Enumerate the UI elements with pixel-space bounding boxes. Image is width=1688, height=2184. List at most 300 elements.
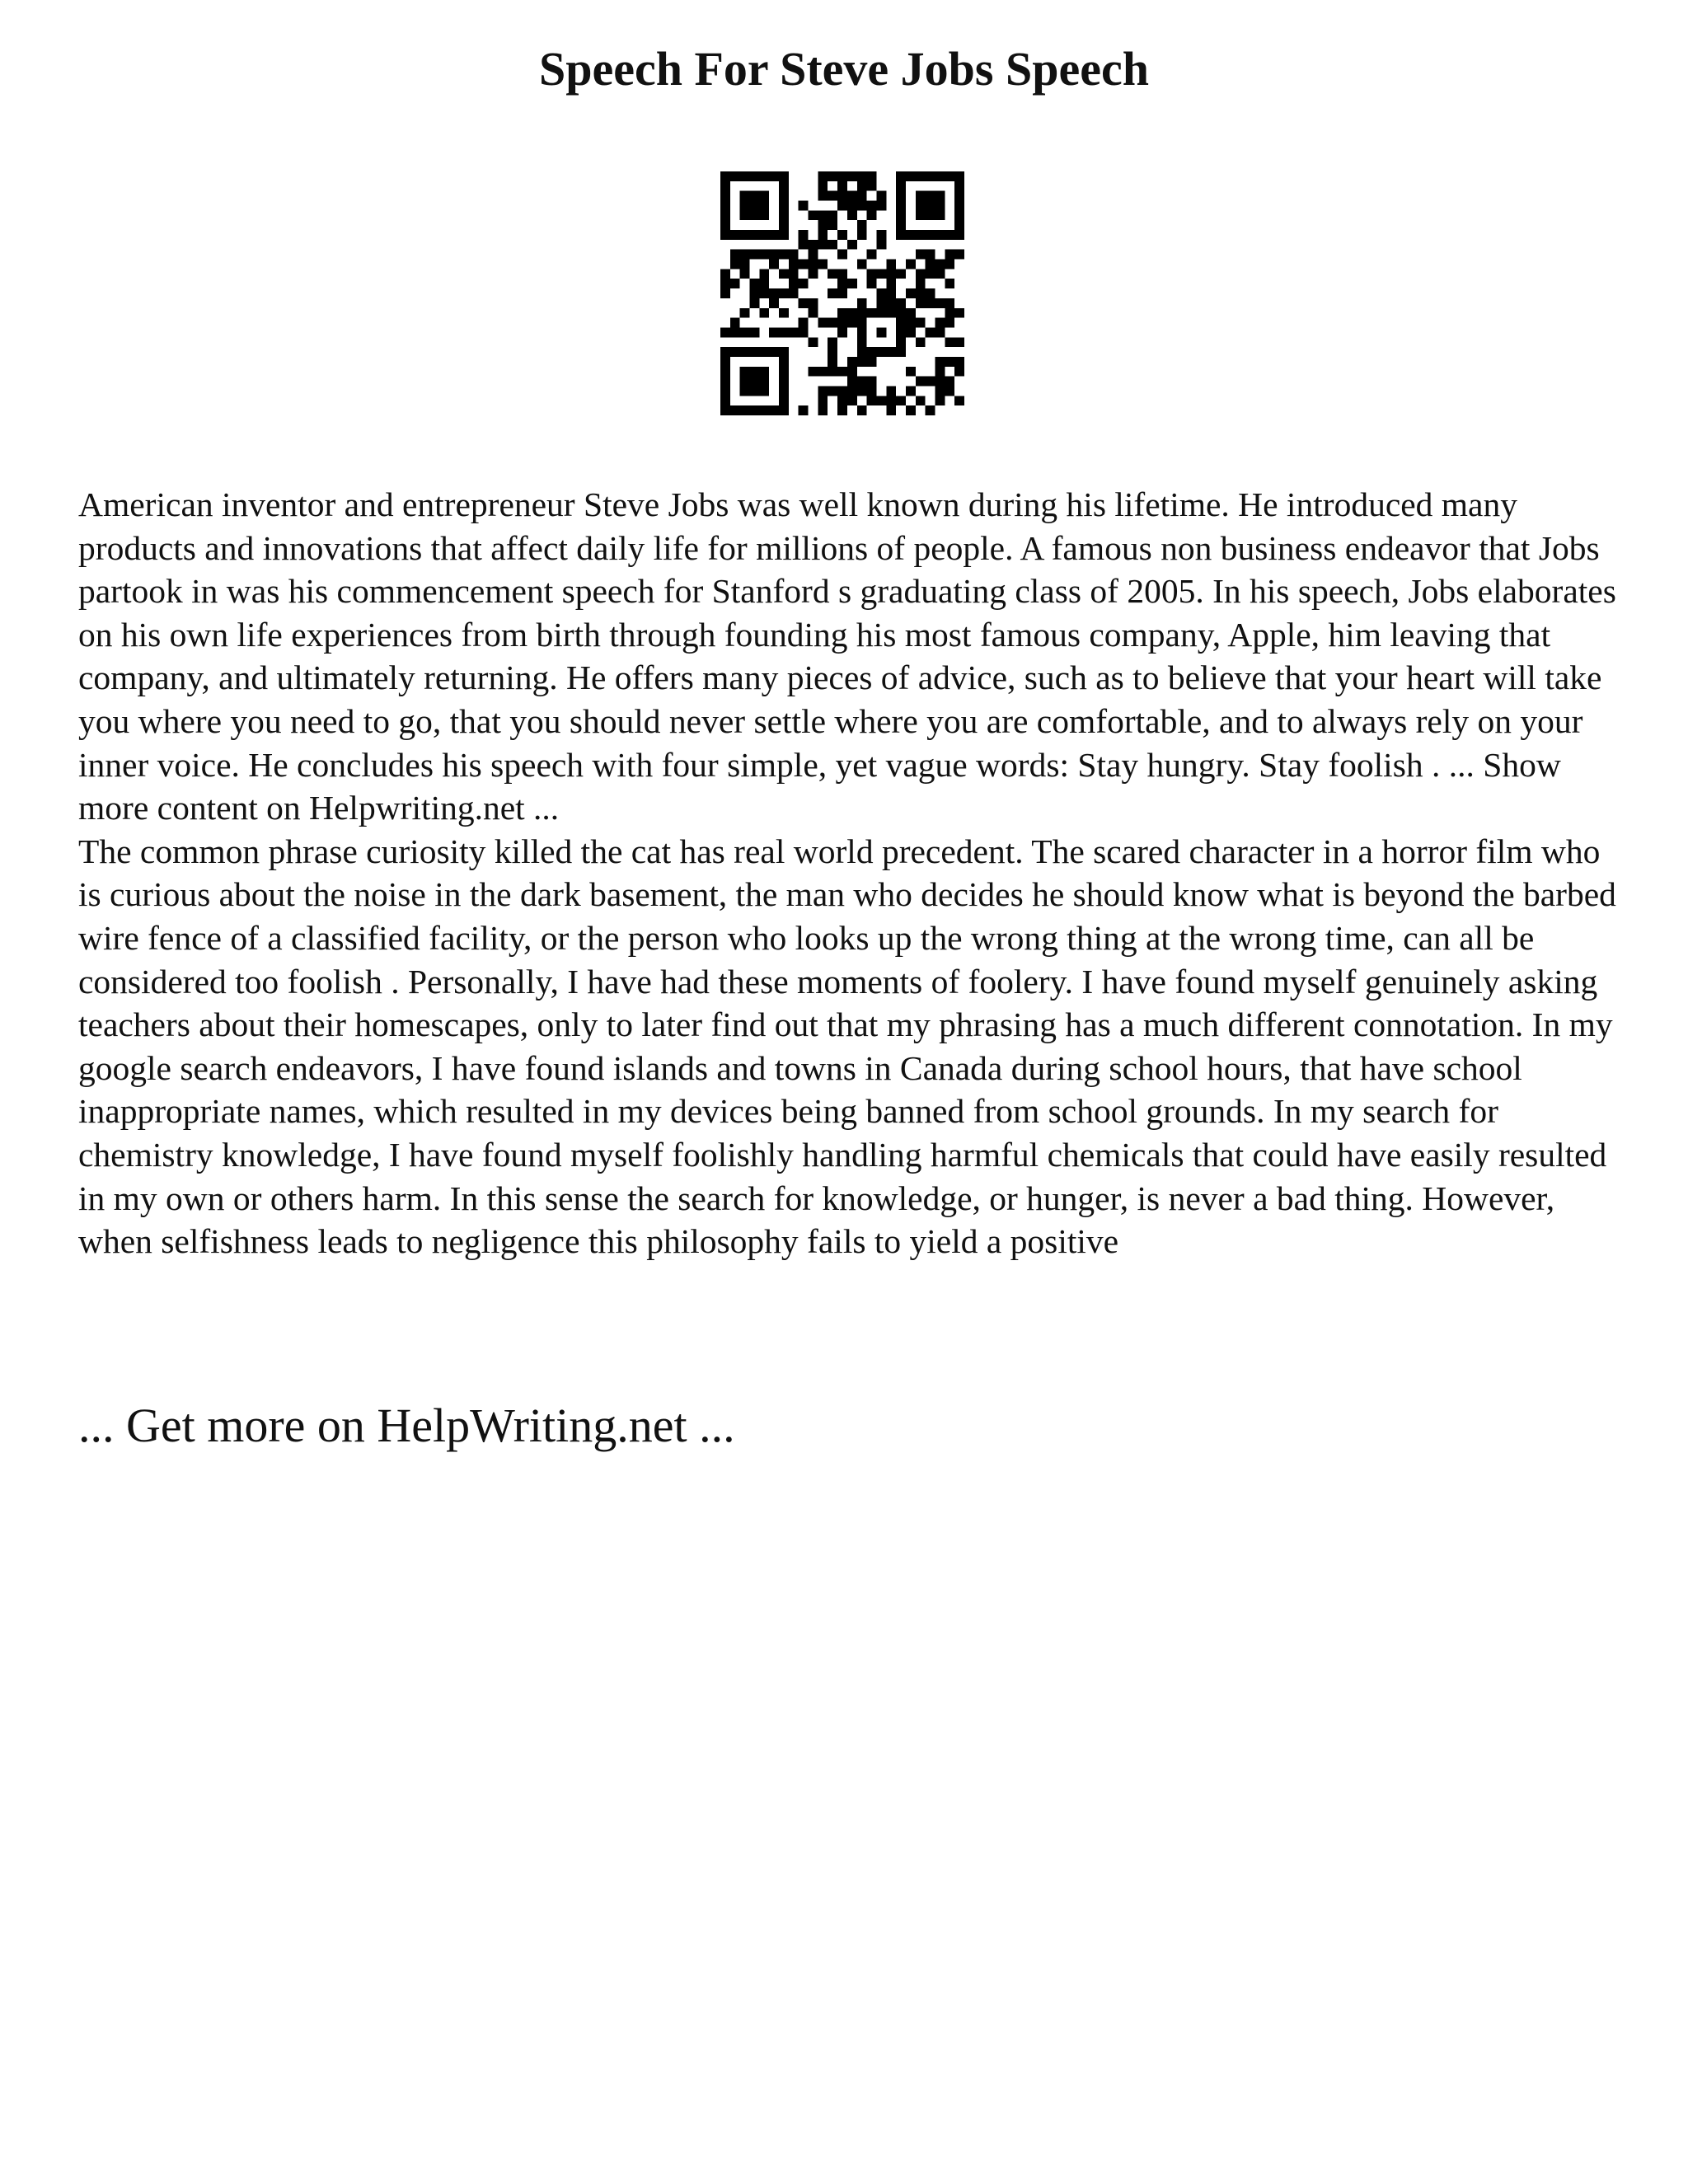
qr-module xyxy=(896,230,906,240)
qr-module xyxy=(720,201,730,211)
qr-module xyxy=(926,288,935,298)
qr-module xyxy=(837,191,847,201)
qr-module xyxy=(847,240,857,250)
qr-module xyxy=(779,220,789,230)
qr-module xyxy=(945,230,954,240)
qr-module xyxy=(896,191,906,201)
qr-module xyxy=(750,298,760,308)
qr-module xyxy=(740,327,750,337)
document-title: Speech For Steve Jobs Speech xyxy=(538,42,1149,96)
qr-module xyxy=(730,250,740,260)
qr-module xyxy=(740,308,750,318)
qr-module xyxy=(857,201,867,211)
qr-module xyxy=(935,377,945,387)
document-body xyxy=(78,483,1628,1263)
qr-module xyxy=(876,327,886,337)
qr-module xyxy=(896,396,906,405)
qr-module xyxy=(779,171,789,181)
qr-module xyxy=(954,220,964,230)
qr-module xyxy=(935,298,945,308)
qr-module xyxy=(799,298,809,308)
qr-module xyxy=(935,191,945,201)
qr-module xyxy=(954,367,964,377)
qr-module xyxy=(876,347,886,357)
qr-module xyxy=(759,269,769,279)
qr-module xyxy=(720,347,730,357)
qr-module xyxy=(935,230,945,240)
qr-module xyxy=(857,347,867,357)
qr-module xyxy=(896,210,906,220)
qr-module xyxy=(945,377,954,387)
qr-module xyxy=(740,201,750,211)
qr-module xyxy=(954,337,964,347)
qr-module xyxy=(818,171,828,181)
qr-module xyxy=(896,318,906,328)
qr-module xyxy=(954,191,964,201)
qr-module xyxy=(809,250,818,260)
qr-module xyxy=(935,386,945,396)
qr-module xyxy=(750,367,760,377)
qr-module xyxy=(935,357,945,367)
qr-module xyxy=(867,181,877,191)
qr-module xyxy=(896,181,906,191)
qr-module xyxy=(828,269,837,279)
qr-module xyxy=(945,298,954,308)
qr-module xyxy=(867,201,877,211)
qr-module xyxy=(789,279,799,288)
qr-module xyxy=(750,377,760,387)
qr-module xyxy=(759,288,769,298)
qr-module xyxy=(954,308,964,318)
qr-module xyxy=(945,337,954,347)
qr-module xyxy=(769,171,779,181)
qr-module xyxy=(916,377,926,387)
qr-module xyxy=(847,357,857,367)
qr-module xyxy=(720,191,730,201)
qr-module xyxy=(809,308,818,318)
qr-module xyxy=(779,230,789,240)
qr-module xyxy=(818,260,828,269)
qr-module xyxy=(876,269,886,279)
qr-module xyxy=(857,230,867,240)
qr-module xyxy=(759,279,769,288)
qr-module xyxy=(886,279,896,288)
qr-module xyxy=(769,250,779,260)
qr-module xyxy=(818,396,828,405)
qr-module xyxy=(896,347,906,357)
qr-module xyxy=(779,367,789,377)
qr-module xyxy=(779,288,789,298)
qr-module xyxy=(926,269,935,279)
qr-module xyxy=(720,396,730,405)
qr-module xyxy=(779,201,789,211)
qr-module xyxy=(886,405,896,415)
qr-module xyxy=(720,279,730,288)
qr-module xyxy=(779,210,789,220)
qr-module xyxy=(828,337,837,347)
qr-module xyxy=(769,327,779,337)
qr-module xyxy=(867,171,877,181)
qr-module xyxy=(730,347,740,357)
qr-module xyxy=(828,220,837,230)
qr-module xyxy=(954,181,964,191)
qr-module xyxy=(730,279,740,288)
qr-module xyxy=(837,308,847,318)
qr-module xyxy=(906,327,916,337)
qr-module xyxy=(916,396,926,405)
qr-module xyxy=(857,386,867,396)
qr-module xyxy=(779,308,789,318)
qr-module xyxy=(818,230,828,240)
qr-module xyxy=(837,405,847,415)
qr-module xyxy=(935,327,945,337)
qr-module xyxy=(720,181,730,191)
qr-module xyxy=(847,308,857,318)
qr-module xyxy=(886,396,896,405)
qr-module xyxy=(750,230,760,240)
qr-module xyxy=(720,405,730,415)
qr-module xyxy=(926,171,935,181)
qr-module xyxy=(809,298,818,308)
qr-module xyxy=(779,386,789,396)
qr-module xyxy=(867,347,877,357)
paragraph: American inventor and entrepreneur Steve Jobs was well known during his lifetime. He introduced many products and innovations that affect daily life for millions of people. A famous non business endeavor that Jobs partook in was his commencement speech for Stanford s graduating class of 2005. In his speech, Jobs elaborates on his own life experiences from birth through founding his most famous company, Apple, him leaving that company, and ultimately returning. He offers many pieces of advice, such as to believe that your heart will take you where you need to go, that you should never settle where you are comfortable, and to always rely on your inner voice. He concludes his speech with four simple, yet vague words: Stay hungry. Stay foolish . ... Show more content on Helpwriting.net ... xyxy=(78,485,1616,827)
qr-module xyxy=(720,386,730,396)
qr-module xyxy=(945,386,954,396)
qr-module xyxy=(896,220,906,230)
qr-module xyxy=(867,357,877,367)
qr-module xyxy=(857,308,867,318)
qr-module xyxy=(759,250,769,260)
qr-module xyxy=(720,357,730,367)
qr-module xyxy=(818,210,828,220)
qr-module xyxy=(740,210,750,220)
qr-module xyxy=(818,405,828,415)
qr-module xyxy=(906,288,916,298)
qr-module xyxy=(847,318,857,328)
qr-module xyxy=(740,377,750,387)
qr-module xyxy=(809,269,818,279)
qr-module xyxy=(876,298,886,308)
qr-module xyxy=(759,405,769,415)
qr-module xyxy=(759,308,769,318)
qr-module xyxy=(867,269,877,279)
qr-module xyxy=(886,298,896,308)
qr-module xyxy=(759,191,769,201)
qr-module xyxy=(828,191,837,201)
qr-module xyxy=(779,181,789,191)
qr-module xyxy=(837,181,847,191)
qr-module xyxy=(818,240,828,250)
qr-module xyxy=(896,298,906,308)
qr-module xyxy=(759,367,769,377)
qr-module xyxy=(769,405,779,415)
qr-module xyxy=(876,396,886,405)
qr-module xyxy=(779,377,789,387)
qr-module xyxy=(935,269,945,279)
qr-module xyxy=(886,347,896,357)
qr-module xyxy=(740,250,750,260)
qr-module xyxy=(896,171,906,181)
qr-module xyxy=(769,347,779,357)
qr-module xyxy=(935,201,945,211)
qr-module xyxy=(818,367,828,377)
qr-module xyxy=(818,220,828,230)
qr-module xyxy=(916,210,926,220)
qr-module xyxy=(769,288,779,298)
qr-module xyxy=(799,405,809,415)
qr-module xyxy=(847,367,857,377)
qr-module xyxy=(906,367,916,377)
qr-module xyxy=(886,308,896,318)
qr-module xyxy=(720,269,730,279)
qr-module xyxy=(809,337,818,347)
qr-module xyxy=(916,288,926,298)
qr-module xyxy=(896,327,906,337)
qr-module xyxy=(886,288,896,298)
qr-module xyxy=(886,260,896,269)
qr-module xyxy=(759,210,769,220)
qr-module xyxy=(720,230,730,240)
qr-module xyxy=(789,327,799,337)
qr-module xyxy=(916,230,926,240)
paragraph: The common phrase curiosity killed the cat has real world precedent. The scared character in a horror film who is curious about the noise in the dark basement, the man who decides he should know what is beyond the barbed wire fence of a classified facility, or the person who looks up the wrong thing at the wrong time, can all be considered too foolish . Personally, I have had these moments of foolery. I have found myself genuinely asking teachers about their homescapes, only to later find out that my phrasing has a much different connotation. In my google search endeavors, I have found islands and towns in Canada during school hours, that have school inappropriate names, which resulted in my devices being banned from school grounds. In my search for chemistry knowledge, I have found myself foolishly handling harmful chemicals that could have easily resulted in my own or others harm. In this sense the search for knowledge, or hunger, is never a bad thing. However, when selfishness leads to negligence this philosophy fails to yield a positive xyxy=(78,832,1616,1261)
qr-module xyxy=(818,191,828,201)
qr-module xyxy=(828,357,837,367)
qr-module xyxy=(740,367,750,377)
qr-module xyxy=(847,279,857,288)
qr-module xyxy=(837,250,847,260)
qr-module xyxy=(779,396,789,405)
qr-module xyxy=(837,201,847,211)
qr-module xyxy=(857,171,867,181)
qr-module xyxy=(779,405,789,415)
qr-module xyxy=(926,191,935,201)
qr-module xyxy=(750,347,760,357)
qr-module xyxy=(720,367,730,377)
qr-module xyxy=(720,327,730,337)
qr-module xyxy=(740,347,750,357)
qr-module xyxy=(847,377,857,387)
qr-module xyxy=(759,171,769,181)
qr-module xyxy=(828,386,837,396)
qr-module xyxy=(837,318,847,328)
qr-module xyxy=(740,191,750,201)
qr-module xyxy=(896,269,906,279)
qr-module xyxy=(799,260,809,269)
qr-module xyxy=(837,269,847,279)
qr-module xyxy=(906,230,916,240)
qr-module xyxy=(896,201,906,211)
qr-module xyxy=(720,210,730,220)
qr-module xyxy=(906,405,916,415)
qr-module xyxy=(906,171,916,181)
qr-module xyxy=(945,318,954,328)
qr-module xyxy=(828,367,837,377)
qr-module xyxy=(857,377,867,387)
qr-module xyxy=(740,269,750,279)
qr-module xyxy=(867,396,877,405)
qr-module xyxy=(799,230,809,240)
qr-module xyxy=(750,250,760,260)
qr-module xyxy=(837,230,847,240)
qr-module xyxy=(730,260,740,269)
qr-module xyxy=(926,250,935,260)
qr-module xyxy=(799,201,809,211)
qr-module xyxy=(779,191,789,201)
qr-module xyxy=(945,260,954,269)
qr-module xyxy=(867,377,877,387)
qr-module xyxy=(926,201,935,211)
qr-module xyxy=(828,347,837,357)
qr-module xyxy=(759,347,769,357)
qr-module xyxy=(837,386,847,396)
qr-module xyxy=(750,386,760,396)
qr-module xyxy=(954,171,964,181)
qr-module xyxy=(876,240,886,250)
qr-module xyxy=(886,386,896,396)
qr-module xyxy=(876,201,886,211)
qr-module xyxy=(799,279,809,288)
qr-module xyxy=(789,288,799,298)
qr-module xyxy=(818,318,828,328)
qr-module xyxy=(954,357,964,367)
get-more-link[interactable]: ... Get more on HelpWriting.net ... xyxy=(78,1399,735,1452)
qr-module xyxy=(789,269,799,279)
qr-module xyxy=(779,357,789,367)
qr-module xyxy=(926,298,935,308)
qr-module xyxy=(954,250,964,260)
qr-module xyxy=(720,288,730,298)
qr-module xyxy=(926,210,935,220)
qr-module xyxy=(720,377,730,387)
qr-module xyxy=(750,201,760,211)
qr-module xyxy=(837,367,847,377)
qr-module xyxy=(769,260,779,269)
qr-module xyxy=(916,298,926,308)
qr-module xyxy=(750,288,760,298)
qr-module xyxy=(945,171,954,181)
qr-module xyxy=(789,260,799,269)
qr-module xyxy=(799,318,809,328)
qr-module xyxy=(876,230,886,240)
qr-module xyxy=(799,240,809,250)
qr-module xyxy=(847,201,857,211)
qr-module xyxy=(954,396,964,405)
qr-module xyxy=(750,327,760,337)
qr-module xyxy=(837,279,847,288)
qr-module xyxy=(759,201,769,211)
qr-module xyxy=(720,220,730,230)
qr-module xyxy=(906,260,916,269)
qr-module xyxy=(740,230,750,240)
qr-module xyxy=(857,298,867,308)
qr-module xyxy=(896,337,906,347)
qr-module xyxy=(779,250,789,260)
qr-module xyxy=(906,318,916,328)
qr-module xyxy=(916,318,926,328)
qr-module xyxy=(886,269,896,279)
qr-module xyxy=(876,191,886,201)
qr-module xyxy=(857,357,867,367)
qr-module xyxy=(740,260,750,269)
qr-module xyxy=(759,230,769,240)
qr-module xyxy=(954,210,964,220)
qr-module xyxy=(759,377,769,387)
qr-module xyxy=(847,191,857,201)
qr-module xyxy=(828,240,837,250)
qr-module xyxy=(799,327,809,337)
qr-module xyxy=(926,327,935,337)
qr-module xyxy=(954,230,964,240)
qr-module xyxy=(750,210,760,220)
qr-module xyxy=(750,279,760,288)
qr-module xyxy=(857,405,867,415)
qr-module xyxy=(828,288,837,298)
qr-module xyxy=(867,386,877,396)
qr-module xyxy=(769,298,779,308)
qr-module xyxy=(730,327,740,337)
qr-module xyxy=(916,250,926,260)
qr-module xyxy=(750,405,760,415)
qr-module xyxy=(945,279,954,288)
qr-module xyxy=(837,327,847,337)
qr-module xyxy=(769,230,779,240)
qr-module xyxy=(926,377,935,387)
qr-module xyxy=(730,318,740,328)
qr-module xyxy=(779,269,789,279)
qr-module xyxy=(828,171,837,181)
qr-module xyxy=(837,396,847,405)
qr-module xyxy=(828,210,837,220)
qr-module xyxy=(779,327,789,337)
qr-module xyxy=(857,220,867,230)
qr-module xyxy=(837,171,847,181)
qr-module xyxy=(857,260,867,269)
qr-module xyxy=(867,250,877,260)
qr-module xyxy=(779,347,789,357)
qr-module xyxy=(750,191,760,201)
qr-module xyxy=(935,396,945,405)
qr-module xyxy=(809,260,818,269)
qr-module xyxy=(857,318,867,328)
qr-module xyxy=(935,171,945,181)
qr-module xyxy=(954,201,964,211)
qr-module xyxy=(809,240,818,250)
qr-module xyxy=(857,191,867,201)
qr-module xyxy=(837,288,847,298)
qr-module xyxy=(857,337,867,347)
qr-module xyxy=(945,308,954,318)
qr-module xyxy=(867,308,877,318)
qr-module xyxy=(759,386,769,396)
qr-module xyxy=(818,181,828,191)
qr-module xyxy=(916,269,926,279)
qr-module xyxy=(809,367,818,377)
qr-module xyxy=(789,250,799,260)
qr-module xyxy=(828,318,837,328)
qr-module xyxy=(935,210,945,220)
qr-module xyxy=(906,386,916,396)
qr-code-icon xyxy=(720,171,964,415)
qr-module xyxy=(847,171,857,181)
qr-module xyxy=(740,171,750,181)
qr-module xyxy=(740,405,750,415)
qr-module xyxy=(916,201,926,211)
qr-module xyxy=(818,386,828,396)
qr-module xyxy=(847,396,857,405)
qr-module xyxy=(896,308,906,318)
